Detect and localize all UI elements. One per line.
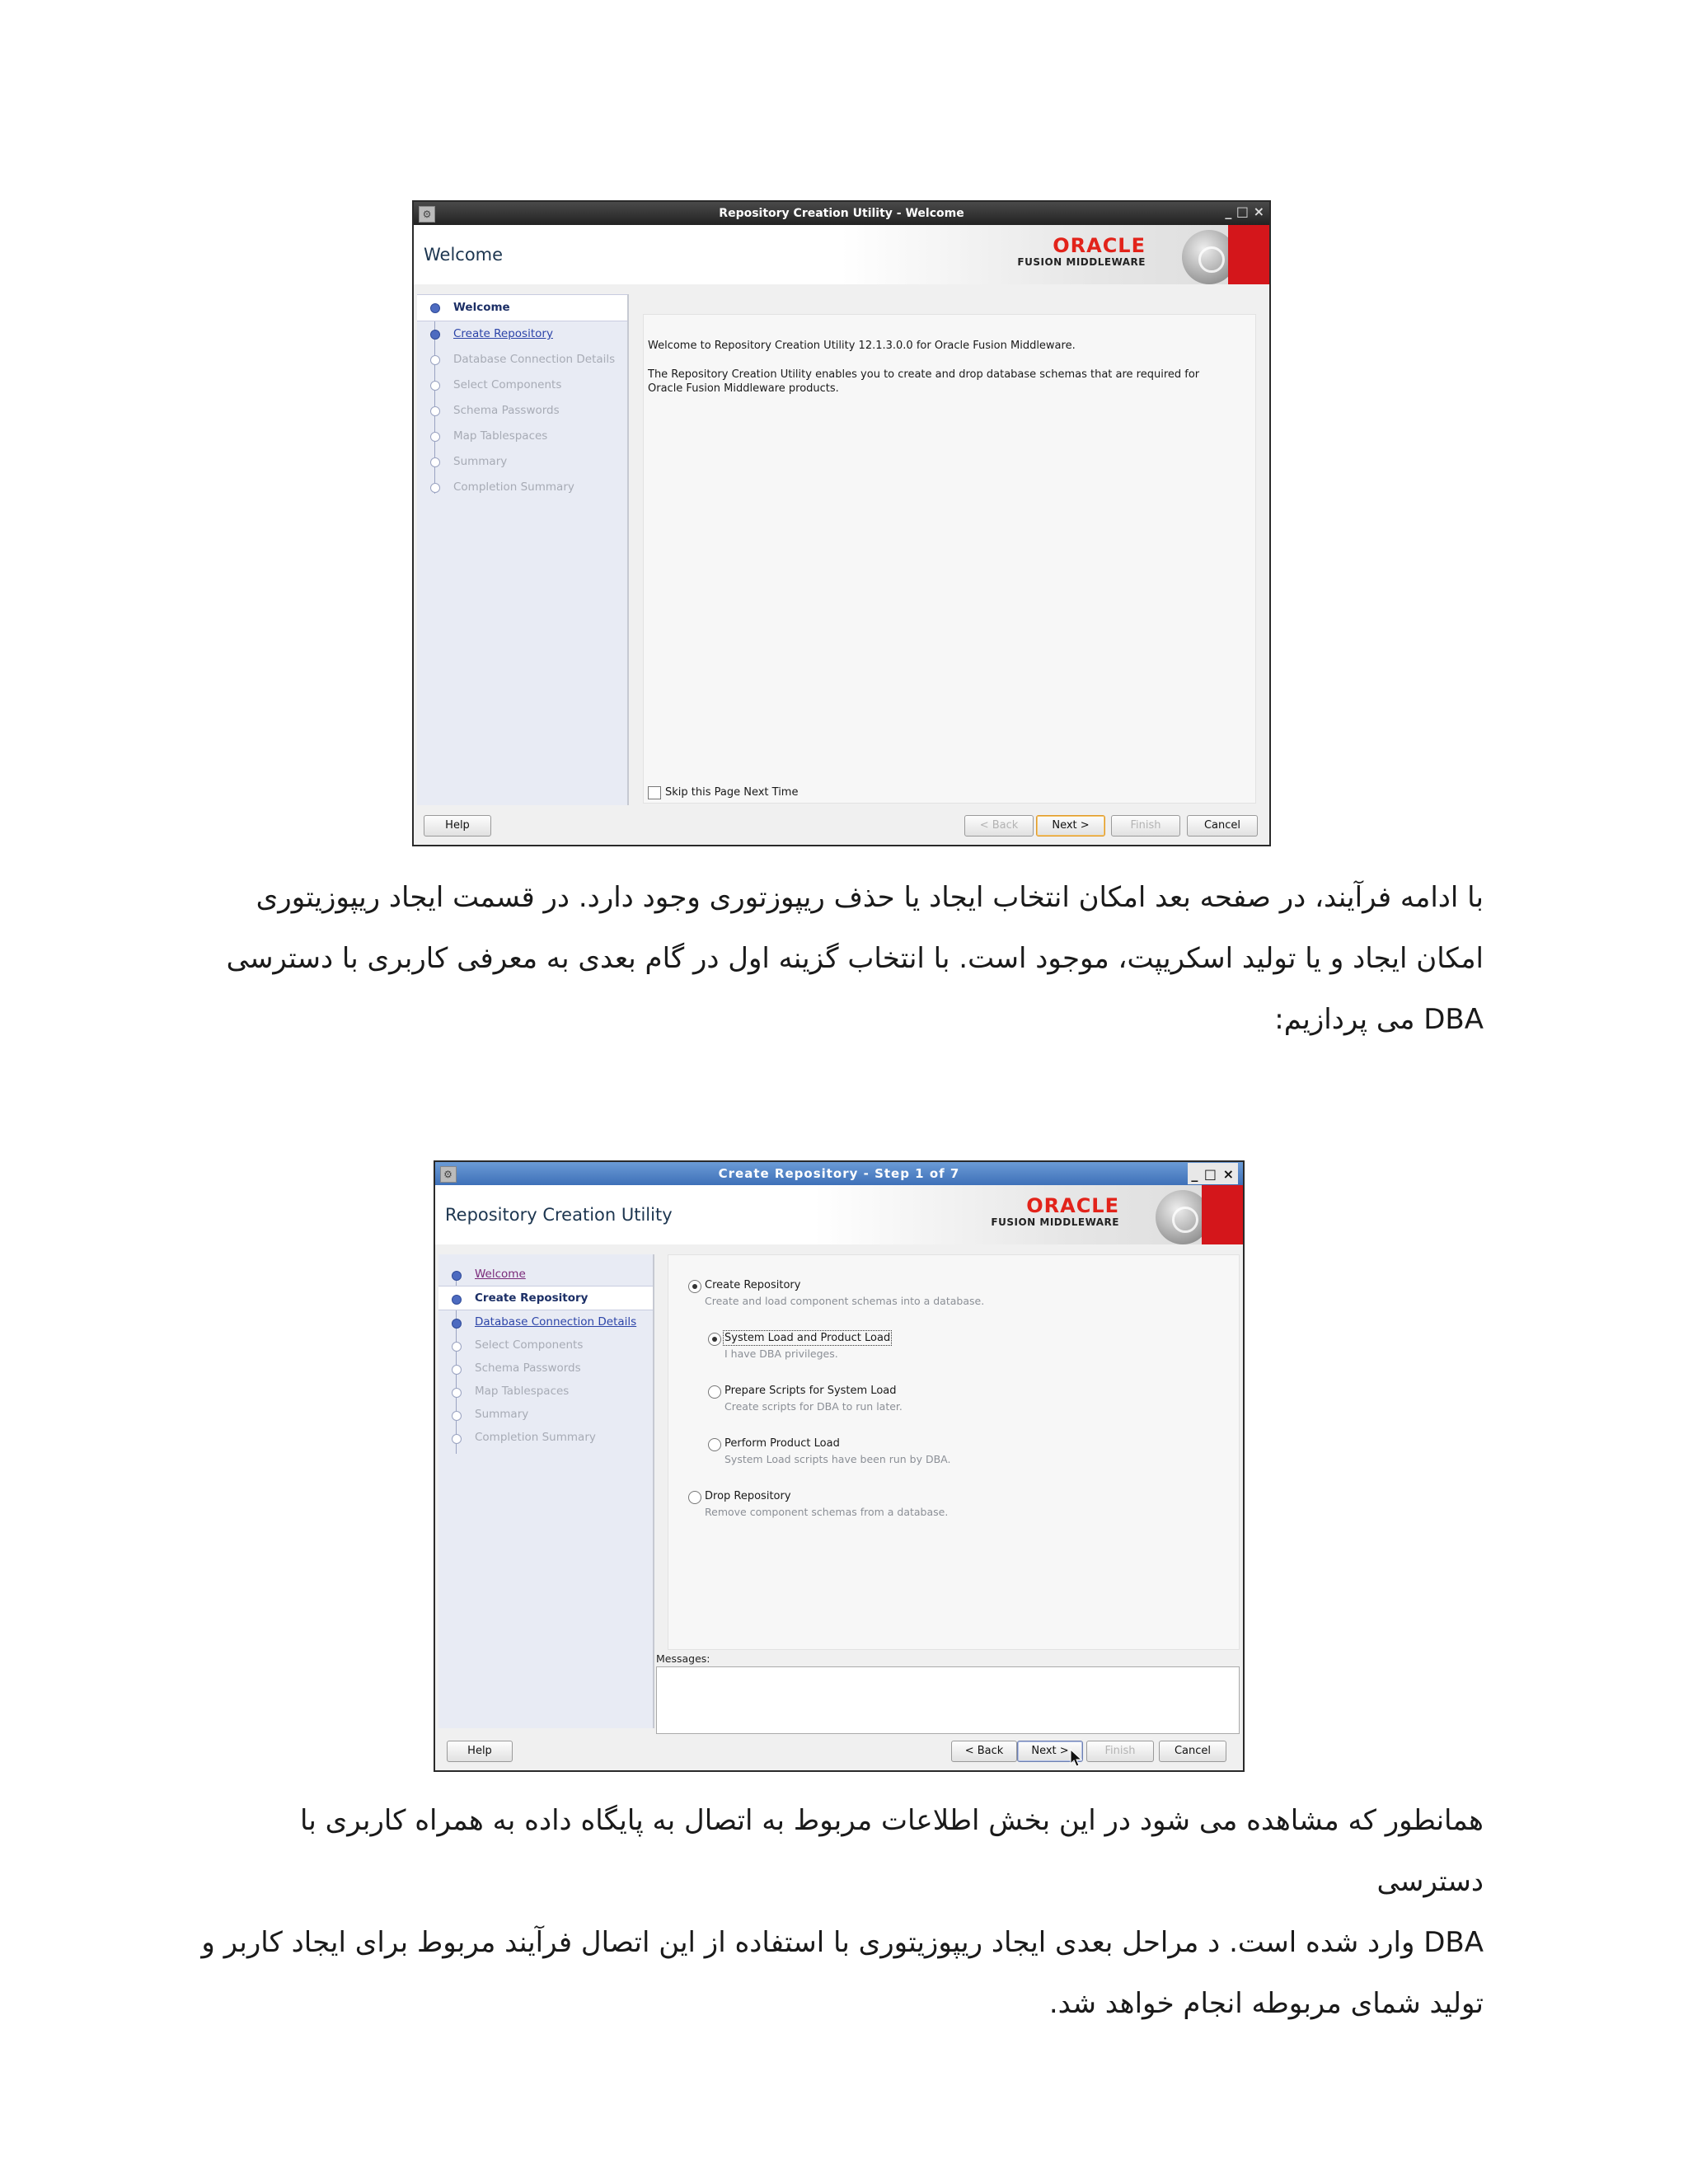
nav-step-summary: Summary [417,449,627,475]
step-dot-icon [430,303,440,313]
help-button[interactable]: Help [424,815,491,837]
header-banner [414,225,1269,284]
paragraph-1-line-2: امکان ایجاد و یا تولید اسکریپت، موجود است. با انتخاب گزینه اول در گام بعدی به معرفی کاربری با دسترسی [226,942,1484,975]
cancel-button[interactable]: Cancel [1187,815,1258,837]
oracle-logo: ORACLE FUSION MIDDLEWARE [991,1194,1119,1228]
finish-button[interactable]: Finish [1111,815,1180,837]
nav-step-schema-passwords: Schema Passwords [438,1357,653,1380]
prepare-scripts-radio[interactable] [708,1385,721,1399]
product-load-label: Perform Product Load [724,1437,840,1450]
nav-step-create-repository[interactable]: Create Repository [438,1286,653,1310]
create-repository-radio[interactable] [688,1280,701,1293]
messages-label: Messages: [656,1652,710,1665]
system-load-desc: I have DBA privileges. [724,1347,838,1360]
step-dot-icon [452,1388,462,1398]
messages-area[interactable] [656,1666,1240,1734]
product-load-radio[interactable] [708,1438,721,1451]
create-repository-desc: Create and load component schemas into a database. [705,1295,985,1307]
finish-button[interactable]: Finish [1086,1741,1154,1762]
paragraph-1 [198,867,1484,1050]
nav-step-welcome[interactable]: Welcome [417,294,627,321]
step-dot-icon [452,1295,462,1305]
step-dot-icon [452,1434,462,1444]
skip-page-label: Skip this Page Next Time [665,786,799,799]
welcome-content-panel [643,314,1256,804]
step-dot-icon [430,406,440,416]
back-button[interactable]: < Back [951,1741,1017,1762]
step-dot-icon [430,330,440,340]
paragraph-2-line-3: تولید شمای مربوطه انجام خواهد شد. [1048,1987,1484,2020]
step-dot-icon [452,1411,462,1421]
step-dot-icon [430,355,440,365]
header-banner [435,1185,1243,1244]
product-load-desc: System Load scripts have been run by DBA. [724,1453,951,1465]
page-title: Repository Creation Utility [445,1205,673,1225]
create-repository-options-panel [668,1254,1240,1650]
drop-repository-radio[interactable] [688,1491,701,1504]
nav-step-map-tablespaces: Map Tablespaces [417,424,627,449]
step-dot-icon [430,432,440,442]
system-load-label: System Load and Product Load [724,1332,891,1344]
next-button[interactable]: Next > [1017,1741,1083,1762]
wizard-steps-nav [417,294,629,805]
back-button[interactable]: < Back [964,815,1034,837]
prepare-scripts-label: Prepare Scripts for System Load [724,1385,897,1397]
step-dot-icon [430,457,440,467]
window-controls[interactable]: _ □ × [1188,1163,1238,1184]
drop-repository-desc: Remove component schemas from a database. [705,1506,949,1518]
page-title: Welcome [424,245,504,265]
rcu-create-repository-window [435,1162,1243,1770]
system-load-radio[interactable] [708,1333,721,1346]
window-controls[interactable]: _ □ × [1225,204,1264,219]
window-title: Create Repository - Step 1 of 7 [718,1166,960,1181]
nav-step-database-connection[interactable]: Database Connection Details [438,1310,653,1333]
step-dot-icon [430,483,440,493]
welcome-text: Welcome to Repository Creation Utility 12.1.3.0.0 for Oracle Fusion Middleware. [648,340,1076,352]
help-button[interactable]: Help [447,1741,513,1762]
next-button[interactable]: Next > [1036,815,1105,837]
app-icon: ⚙ [440,1166,457,1183]
step-dot-icon [452,1271,462,1281]
description-line-2: Oracle Fusion Middleware products. [648,382,839,395]
step-dot-icon [452,1342,462,1352]
nav-step-schema-passwords: Schema Passwords [417,398,627,424]
nav-step-map-tablespaces: Map Tablespaces [438,1380,653,1403]
skip-page-checkbox[interactable] [648,786,661,799]
cancel-button[interactable]: Cancel [1159,1741,1226,1762]
nav-step-summary: Summary [438,1403,653,1426]
window-title: Repository Creation Utility - Welcome [719,207,964,220]
step-dot-icon [452,1365,462,1375]
nav-step-select-components: Select Components [417,373,627,398]
create-repository-label: Create Repository [705,1279,801,1291]
description-line-1: The Repository Creation Utility enables you to create and drop database schemas that are required for [648,368,1200,381]
drop-repository-label: Drop Repository [705,1490,791,1502]
title-bar[interactable] [414,202,1269,225]
step-dot-icon [430,381,440,391]
nav-step-completion-summary: Completion Summary [417,475,627,500]
prepare-scripts-desc: Create scripts for DBA to run later. [724,1400,903,1413]
paragraph-2-line-1: همانطور که مشاهده می شود در این بخش اطلاعات مربوط به اتصال به پایگاه داده به همراه کاربری با دسترسی [299,1804,1484,1898]
wizard-steps-nav [438,1254,654,1728]
title-bar[interactable] [435,1162,1243,1185]
nav-step-create-repository[interactable]: Create Repository [417,321,627,347]
paragraph-1-line-1: با ادامه فرآیند، در صفحه بعد امکان انتخاب ایجاد یا حذف ریپوزتوری وجود دارد. در قسمت ایجاد ریپوزیتوری [256,881,1484,914]
oracle-logo: ORACLE FUSION MIDDLEWARE [1017,234,1146,268]
nav-step-completion-summary: Completion Summary [438,1426,653,1449]
app-icon: ⚙ [419,206,435,223]
step-dot-icon [452,1319,462,1329]
paragraph-1-line-3: DBA می پردازیم: [1274,1003,1484,1036]
nav-step-database-connection: Database Connection Details [417,347,627,373]
nav-step-select-components: Select Components [438,1333,653,1357]
paragraph-2 [198,1790,1484,2034]
mouse-cursor-icon [1070,1749,1083,1767]
nav-step-welcome[interactable]: Welcome [438,1263,653,1286]
rcu-welcome-window [414,202,1269,845]
paragraph-2-line-2: DBA وارد شده است. د مراحل بعدی ایجاد ریپوزیتوری با استفاده از این اتصال فرآیند مربوط برای ایجاد کاربر و [201,1926,1484,1959]
